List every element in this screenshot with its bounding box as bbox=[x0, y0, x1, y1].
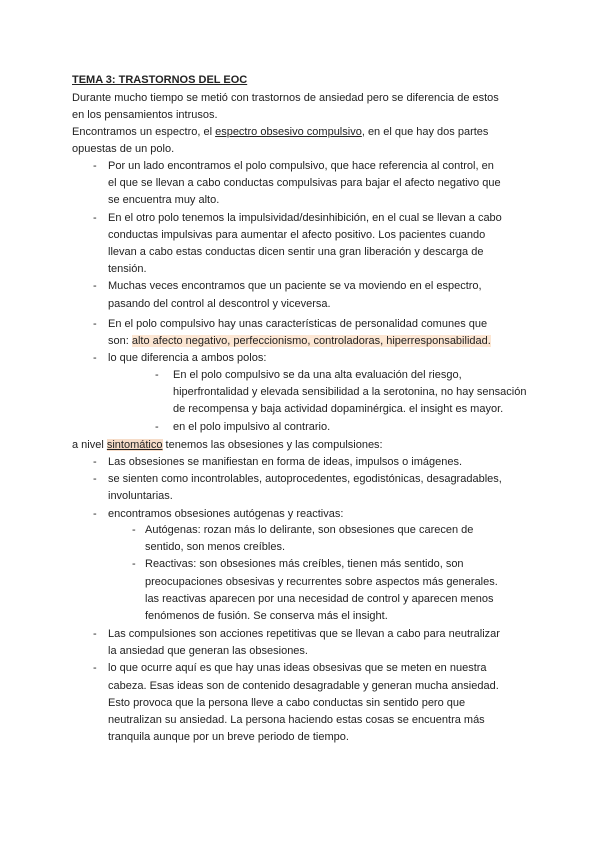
difference-sub-item-1-line-3: de recompensa y baja actividad dopaminérgica. el insight es mayor. bbox=[173, 403, 504, 416]
poles-bullet-item-3-line-1: Muchas veces encontramos que un paciente se va moviendo en el espectro, bbox=[108, 280, 482, 293]
bullet-dash: - bbox=[93, 628, 97, 640]
obsession-bullet-item-2-line-1: se sienten como incontrolables, autoprocedentes, egodistónicas, desagradables, bbox=[108, 473, 502, 486]
poles-bullet-item-3-line-2: pasando del control al descontrol y viceversa. bbox=[108, 297, 331, 310]
bullet-dash: - bbox=[93, 160, 97, 172]
symptomatic-pre: a nivel bbox=[72, 439, 107, 451]
poles-bullet-item-2-line-3: llevan a cabo estas conductas dicen sentir una gran liberación y descarga de bbox=[108, 246, 484, 258]
bullet-dash: - bbox=[155, 420, 159, 433]
compulsion-bullet-item-2-line-2: cabeza. Esas ideas son de contenido desagradable y generan mucha ansiedad. bbox=[108, 679, 499, 692]
difference-sub-item-2-line-1: en el polo impulsivo al contrario. bbox=[173, 420, 331, 433]
obsession-type-item-2-line-4: fenómenos de fusión. Se conserva más el insight. bbox=[145, 610, 388, 622]
spectrum-post: , en el que hay dos partes bbox=[361, 126, 489, 138]
difference-sub-item-1-line-1: En el polo compulsivo se da una alta evaluación del riesgo, bbox=[173, 369, 462, 381]
obsession-type-item-2-line-2: preocupaciones obsesivas y recurrentes sobre aspectos más generales. bbox=[145, 575, 498, 588]
personality-pre: son: bbox=[108, 335, 132, 347]
page-title: TEMA 3: TRASTORNOS DEL EOC bbox=[72, 74, 248, 86]
personality-line-2 bbox=[108, 333, 491, 350]
poles-bullet-item-2-line-1: En el otro polo tenemos la impulsividad/desinhibición, en el cual se llevan a cabo bbox=[108, 211, 502, 224]
difference-sub-item-1-line-2: hiperfrontalidad y elevada sensibilidad a la serotonina, no hay sensación bbox=[173, 386, 527, 399]
obsession-type-item-2-line-1: Reactivas: son obsesiones más creíbles, tienen más sentido, son bbox=[145, 558, 464, 571]
poles-bullet-item-1-line-2: el que se llevan a cabo conductas compulsivas para bajar el afecto negativo que bbox=[108, 177, 501, 190]
obsession-bullet-item-3-line-1: encontramos obsesiones autógenas y reactivas: bbox=[108, 507, 344, 520]
poles-bullet-item-2-line-2: conductas impulsivas para aumentar el afecto positivo. Los pacientes cuando bbox=[108, 228, 486, 241]
bullet-dash: - bbox=[93, 211, 97, 224]
compulsion-bullet-item-2-line-4: neutralizan su ansiedad. La persona haciendo estas cosas se encuentra más bbox=[108, 714, 485, 726]
poles-bullet-item-2-line-4: tensión. bbox=[108, 263, 147, 276]
poles-bullet-item-1-line-3: se encuentra muy alto. bbox=[108, 194, 220, 207]
obsession-bullet-item-2-line-2: involuntarias. bbox=[108, 490, 173, 503]
poles-bullet-item-1-line-1: Por un lado encontramos el polo compulsivo, que hace referencia al control, en bbox=[108, 160, 494, 172]
obsession-type-item-1-line-2: sentido, son menos creíbles. bbox=[145, 541, 286, 554]
compulsion-bullet-item-2-line-1: lo que ocurre aquí es que hay unas ideas obsesivas que se meten en nuestra bbox=[108, 662, 487, 675]
bullet-dash: - bbox=[93, 507, 97, 520]
intro-line-2: en los pensamientos intrusos. bbox=[72, 109, 218, 121]
difference-lead: lo que diferencia a ambos polos: bbox=[108, 352, 267, 364]
bullet-dash: - bbox=[93, 318, 97, 330]
compulsion-bullet-item-2-line-5: tranquila aunque por un breve periodo de tiempo. bbox=[108, 731, 349, 744]
symptomatic-line bbox=[72, 437, 383, 454]
personality-highlight: alto afecto negativo, perfeccionismo, controladoras, hiperresponsabilidad. bbox=[131, 335, 491, 347]
bullet-dash: - bbox=[93, 352, 97, 364]
compulsion-bullet-item-1-line-1: Las compulsiones son acciones repetitivas que se llevan a cabo para neutralizar bbox=[108, 628, 500, 640]
personality-line-1: En el polo compulsivo hay unas características de personalidad comunes que bbox=[108, 318, 488, 330]
bullet-dash: - bbox=[132, 558, 136, 571]
spectrum-pre: Encontramos un espectro, el bbox=[72, 126, 216, 138]
spectrum-term: espectro obsesivo compulsivo bbox=[215, 126, 362, 138]
intro-line-1: Durante mucho tiempo se metió con trastornos de ansiedad pero se diferencia de estos bbox=[72, 92, 499, 104]
compulsion-bullet-item-1-line-2: la ansiedad que generan las obsesiones. bbox=[108, 645, 308, 658]
obsession-bullet-item-1-line-1: Las obsesiones se manifiestan en forma de ideas, impulsos o imágenes. bbox=[108, 456, 463, 468]
bullet-dash: - bbox=[93, 280, 97, 293]
obsession-type-item-1-line-1: Autógenas: rozan más lo delirante, son obsesiones que carecen de bbox=[145, 524, 474, 536]
bullet-dash: - bbox=[93, 662, 97, 675]
bullet-dash: - bbox=[155, 369, 159, 381]
bullet-dash: - bbox=[93, 456, 97, 468]
bullet-dash: - bbox=[132, 524, 136, 536]
compulsion-bullet-item-2-line-3: Esto provoca que la persona lleve a cabo conductas sin sentido pero que bbox=[108, 696, 466, 709]
obsession-type-item-2-line-3: las reactivas aparecen por una necesidad de control y aparecen menos bbox=[145, 592, 494, 605]
bullet-dash: - bbox=[93, 473, 97, 486]
symptomatic-post: tenemos las obsesiones y las compulsiones: bbox=[162, 439, 383, 451]
symptomatic-term: sintomático bbox=[106, 439, 163, 451]
spectrum-line-1 bbox=[72, 124, 488, 141]
spectrum-line-2: opuestas de un polo. bbox=[72, 143, 175, 155]
